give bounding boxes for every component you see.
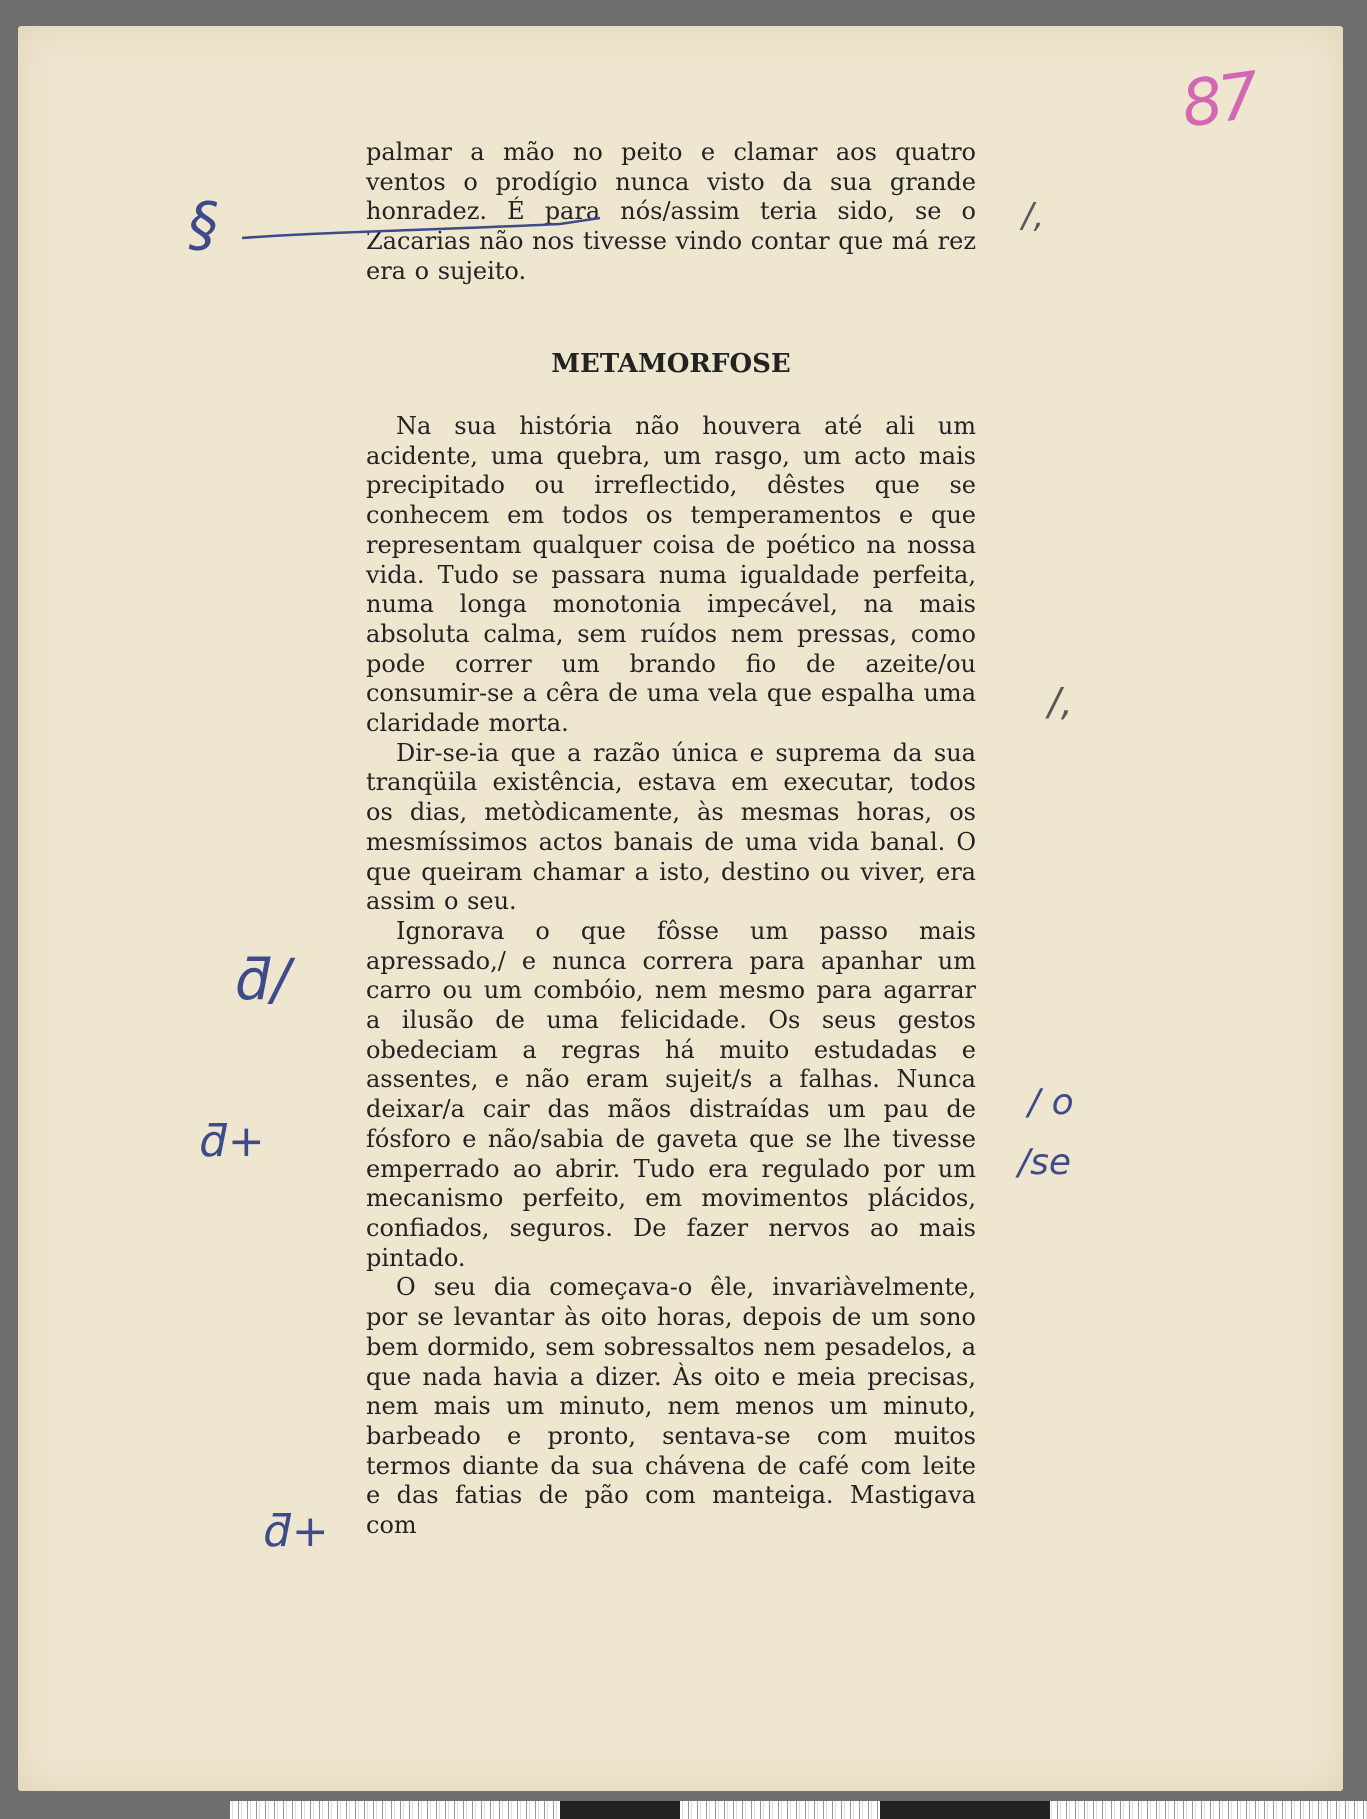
paragraph-5: O seu dia começava-o êle, invariàvelmente, por se levantar às oito horas, depois de um sono bem dormido, sem sobressaltos nem pesadelos, a que nada havia a dizer. Às oito e meia precisas, nem mais um minuto, nem menos um minuto, barbeado e pronto, sentava-se com muitos termos diante da sua chávena de café com leite e das fatias de pão com manteiga. Mastigava com — [366, 1273, 976, 1540]
scan-ruler-block-1 — [560, 1801, 680, 1819]
chapter-body — [366, 412, 976, 1541]
section-connector-line — [240, 196, 610, 246]
left-mark-2: ƌ+ — [200, 1116, 265, 1167]
scan-ruler — [230, 1801, 1367, 1819]
right-mark-4: /se — [1018, 1142, 1072, 1183]
paragraph-4: Ignorava o que fôsse um passo mais apressado,/ e nunca correra para apanhar um carro ou um combóio, nem mesmo para agarrar a ilusão de uma felicidade. Os seus gestos obedeciam a regras há muito estudadas e assentes, e não eram sujeit/s a falhas. Nunca deixar/a cair das mãos distraídas um pau de fósforo e não/sabia de gaveta que se lhe tivesse emperrado ao abrir. Tudo era regulado por um mecanismo perfeito, em movimentos plácidos, confiados, seguros. De fazer nervos ao mais pintado. — [366, 916, 976, 1272]
chapter-heading: METAMORFOSE — [551, 349, 791, 379]
right-mark-3: / o — [1028, 1082, 1074, 1123]
scan-ruler-block-2 — [880, 1801, 1050, 1819]
left-mark-1: ƌ/ — [236, 948, 291, 1013]
paragraph-3: Dir-se-ia que a razão única e suprema da sua tranqüila existência, estava em executar, todos os dias, metòdicamente, às mesmas horas, os mesmíssimos actos banais de uma vida banal. O que queiram chamar a isto, destino ou viver, era assim o seu. — [366, 738, 976, 916]
page-number: 87 — [1177, 59, 1261, 143]
section-mark: § — [188, 190, 218, 260]
paragraph-1: palmar a mão no peito e clamar aos quatro ventos o prodígio nunca visto da sua grande honradez. É para nós/assim teria sido, se o Zacarias não nos tivesse vindo contar que má rez era o sujeito. — [366, 138, 976, 285]
right-mark-1: /, — [1022, 196, 1045, 236]
left-mark-3: ƌ+ — [264, 1506, 329, 1557]
paragraph-2: Na sua história não houvera até ali um acidente, uma quebra, um rasgo, um acto mais precipitado ou irreflectido, dêstes que se conhecem em todos os temperamentos e que representam qualquer coisa de poético na nossa vida. Tudo se passara numa igualdade perfeita, numa longa monotonia impecável, na mais absoluta calma, sem ruídos nem pressas, como pode correr um brando fio de azeite/ou consumir-se a cêra de uma vela que espalha uma claridade morta. — [366, 412, 976, 738]
right-mark-2: /, — [1048, 680, 1073, 724]
